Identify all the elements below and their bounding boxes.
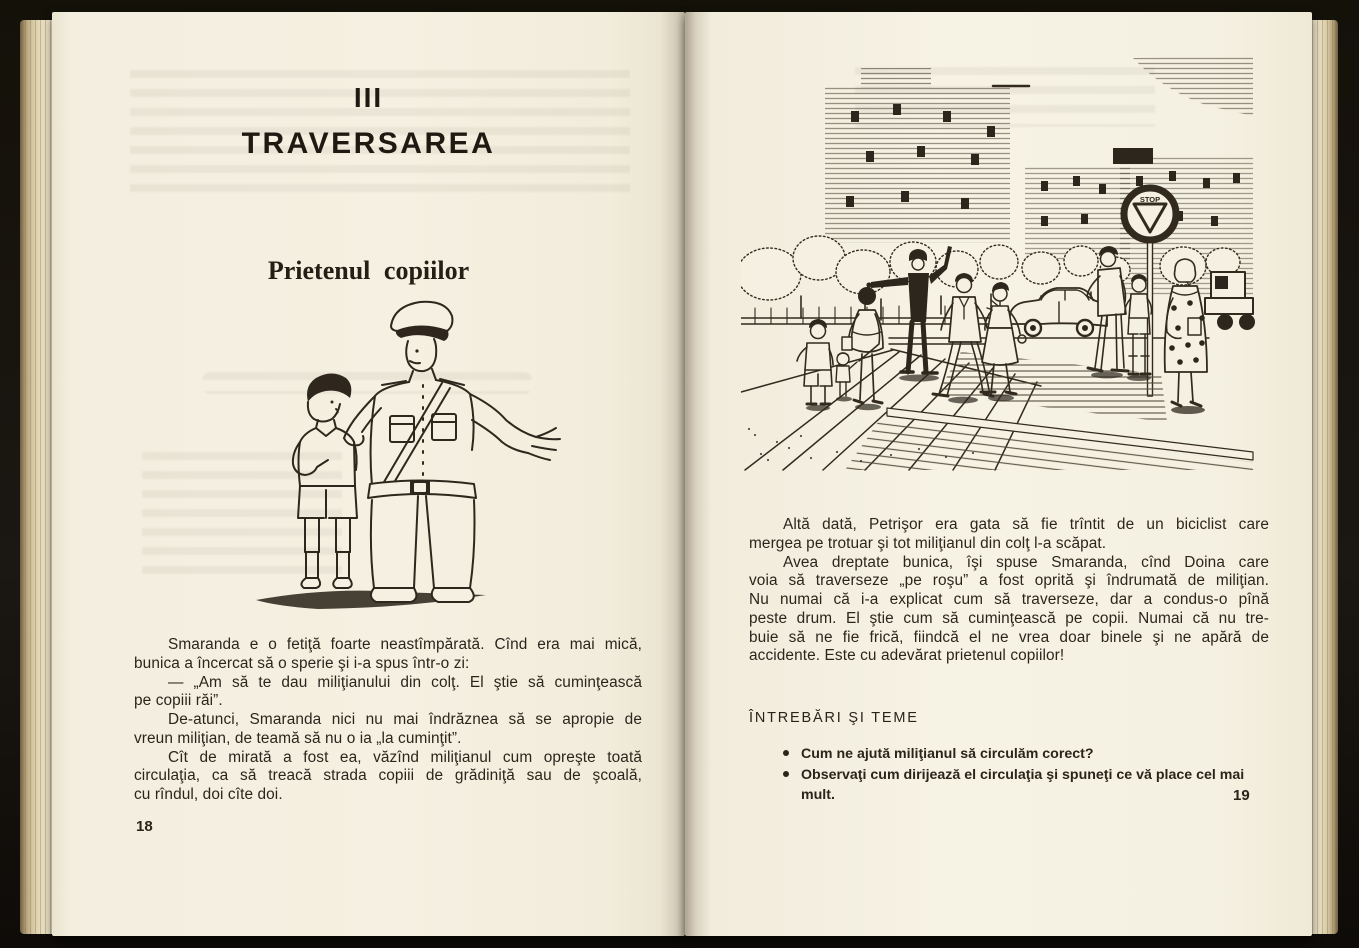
body-line: Altă dată, Petrişor era gata să fie trîntit de un biciclist care — [783, 516, 1269, 533]
body-line: circulaţia, ca să treacă strada copiii de grădiniţă sau de şcoală, — [134, 767, 642, 785]
far-curb-line — [889, 338, 1209, 344]
chapter-number: III — [353, 82, 384, 113]
body-line: Avea dreptate bunica, îşi spuse Smaranda, cînd Doina care — [783, 553, 1269, 571]
page-number-left: 18 — [136, 818, 153, 835]
body-line: — „Am să te dau miliţianului din colţ. El ştie să cuminţească — [168, 673, 642, 691]
body-line: Cît de mirată a fost ea, văzînd miliţianul cum opreşte toată — [168, 748, 642, 766]
page-left — [52, 12, 685, 936]
story-text-left — [134, 636, 642, 805]
bullet-icon — [783, 771, 789, 777]
body-line: Smaranda e o fetiţă foarte neastîmpărată. Cînd era mai mică, — [168, 636, 642, 653]
body-line: Nu numai că i-a explicat cum să traverseze, dar a condus-o pînă — [749, 591, 1269, 608]
illustration-street-crossing — [741, 56, 1256, 471]
questions-list — [783, 744, 1273, 806]
question-text: Cum ne ajută miliţianul să circulăm corect? — [801, 746, 1094, 762]
page-number-right: 19 — [1233, 787, 1250, 804]
body-line: vreun miliţian, de teamă să nu o ia „la cuminţit”. — [134, 729, 462, 747]
body-line: De-atunci, Smaranda nici nu mai îndrăznea să se apropie de — [168, 711, 642, 728]
sky-hatch — [1133, 56, 1253, 116]
questions-heading: ÎNTREBĂRI ŞI TEME — [749, 710, 919, 726]
body-line: accidente. Este cu adevărat prietenul copiilor! — [749, 647, 1065, 665]
illustration-militiaman-with-boy — [248, 290, 588, 620]
curb-and-road — [845, 408, 1253, 470]
question-item — [783, 744, 1273, 765]
page-edges-left — [20, 20, 52, 934]
body-line: pe copiii răi”. — [134, 692, 223, 710]
page-right — [685, 12, 1312, 936]
chapter-title: TRAVERSAREA — [241, 127, 496, 160]
pedestrian-boy-back — [797, 319, 833, 411]
page-edges-right — [1312, 20, 1338, 934]
body-line: mergea pe trotuar şi tot miliţianul din colţ l-a scăpat. — [749, 534, 1107, 552]
stop-sign-label: STOP — [1139, 195, 1161, 204]
militiaman-figure — [344, 302, 560, 602]
body-line: bunica a încercat să o sperie şi i-a spus într-o zi: — [134, 654, 470, 672]
body-line: peste drum. El ştie cum să cuminţească pe copii. Numai că nu tre- — [749, 609, 1269, 627]
question-item — [783, 765, 1273, 806]
boy-figure — [293, 374, 357, 589]
body-line: cu rîndul, doi cîte doi. — [134, 786, 283, 803]
question-text: Observaţi cum dirijează el circulaţia şi spuneţi ce vă place cel mai mult. — [801, 766, 1245, 803]
story-text-right — [749, 516, 1269, 666]
body-line: voia să traverseze „pe roşu” a fost oprită şi îndrumată de miliţian. — [749, 572, 1269, 590]
body-line: buie să ne fie frică, fiindcă el ne vrea doar binele şi ne apără de — [749, 628, 1269, 646]
bullet-icon — [783, 750, 789, 756]
story-title: Prietenul copiilor — [267, 256, 470, 285]
